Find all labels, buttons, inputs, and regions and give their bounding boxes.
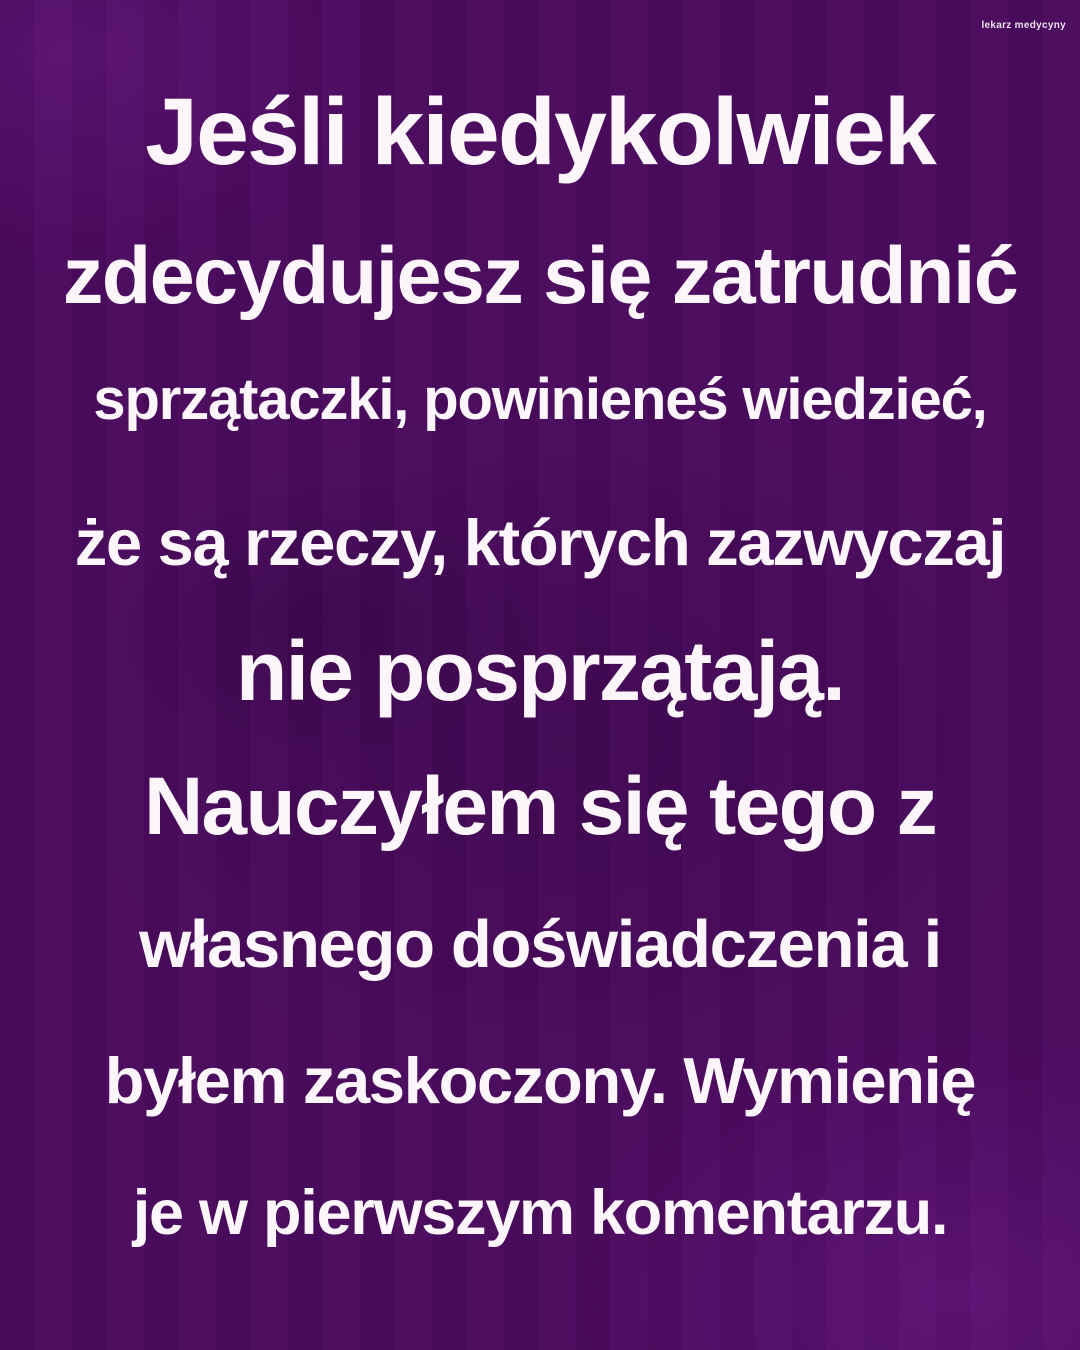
text-line-2: zdecydujesz się zatrudnić (62, 231, 1018, 321)
text-line-3: sprzątaczki, powinieneś wiedzieć, (93, 367, 987, 432)
text-line-5: nie posprzątają. (236, 624, 844, 718)
text-line-9: je w pierwszym komentarzu. (132, 1178, 948, 1248)
text-line-7: własnego doświadczenia i (139, 907, 941, 982)
text-line-4: że są rzeczy, których zazwyczaj (74, 506, 1006, 579)
watermark: lekarz medycyny (981, 20, 1066, 31)
text-line-6: Nauczyłem się tego z (143, 761, 937, 852)
text-line-1: Jeśli kiedykolwiek (145, 79, 935, 185)
text-line-8: byłem zaskoczony. Wymienię (104, 1044, 976, 1117)
